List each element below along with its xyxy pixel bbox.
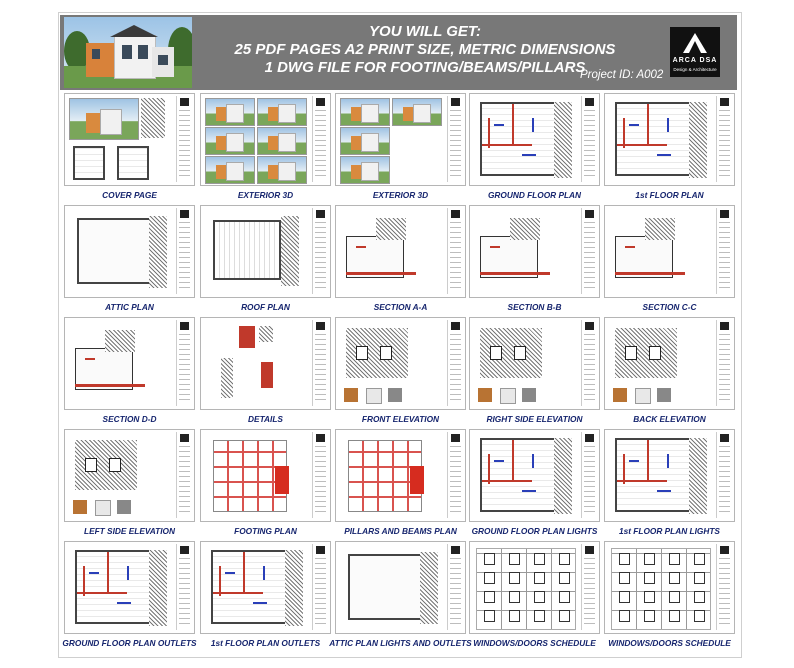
sheet-thumbnail [335,205,466,298]
sheet-label: GROUND FLOOR PLAN [487,190,582,200]
sheet-thumbnail [335,317,466,410]
sheet-thumbnail [64,317,195,410]
sheet-label: EXTERIOR 3D [237,190,294,200]
project-id: Project ID: A002 [580,69,664,81]
sheet-thumbnail [604,205,735,298]
sheet-label: FRONT ELEVATION [361,414,440,424]
sheet-thumbnail [469,93,600,186]
sheet-thumbnail [469,541,600,634]
sheet-label: RIGHT SIDE ELEVATION [486,414,583,424]
sheet-label: LEFT SIDE ELEVATION [84,526,175,536]
sheet-label: WINDOWS/DOORS SCHEDULE [473,638,596,648]
sheet-label: ROOF PLAN [241,302,290,312]
brand-logo [670,27,720,77]
sheet-label: DETAILS [248,414,283,424]
sheet-label: BACK ELEVATION [633,414,706,424]
sheet-thumbnail [64,93,195,186]
sheet-thumbnail [200,93,331,186]
sheet-thumbnail [64,205,195,298]
sheet-thumbnail [200,541,331,634]
sheet-label: SECTION A-A [373,302,428,312]
banner-line-1: YOU WILL GET: [369,23,481,40]
header-banner [60,15,737,90]
sheet-thumbnail [64,429,195,522]
sheet-label: 1st FLOOR PLAN OUTLETS [210,638,321,648]
sheet-thumbnail [604,429,735,522]
sheet-label: FOOTING PLAN [234,526,297,536]
sheet-label: SECTION B-B [507,302,562,312]
sheet-label: GROUND FLOOR PLAN LIGHTS [471,526,598,536]
logo-tagline: Design & Architecture [673,67,717,72]
sheet-label: EXTERIOR 3D [372,190,429,200]
sheet-label: COVER PAGE [102,190,157,200]
sheet-thumbnail [604,541,735,634]
sheet-label: PILLARS AND BEAMS PLAN [344,526,457,536]
banner-line-3: 1 DWG FILE FOR FOOTING/BEAMS/PILLARS [264,59,586,76]
sheet-thumbnail [604,93,735,186]
logo-name: ARCA DSA [672,57,718,64]
banner-line-2: 25 PDF PAGES A2 PRINT SIZE, METRIC DIMENSIONS [234,41,616,58]
sheet-thumbnail [335,541,466,634]
sheet-label: SECTION D-D [102,414,157,424]
sheet-label: SECTION C-C [642,302,697,312]
sheet-thumbnail [64,541,195,634]
sheet-thumbnail [335,93,466,186]
sheet-thumbnail [469,429,600,522]
house-render-image [64,17,192,88]
sheet-thumbnail [469,205,600,298]
sheet-label: GROUND FLOOR PLAN OUTLETS [62,638,197,648]
sheet-label: 1st FLOOR PLAN [635,190,704,200]
sheet-label: 1st FLOOR PLAN LIGHTS [619,526,720,536]
sheet-label: ATTIC PLAN LIGHTS AND OUTLETS [329,638,472,648]
sheet-thumbnail [469,317,600,410]
sheet-thumbnail [200,205,331,298]
sheet-label: ATTIC PLAN [105,302,154,312]
sheet-thumbnail [200,317,331,410]
sheet-label: WINDOWS/DOORS SCHEDULE [608,638,731,648]
sheet-thumbnail [335,429,466,522]
sheet-thumbnail [200,429,331,522]
sheet-thumbnail [604,317,735,410]
